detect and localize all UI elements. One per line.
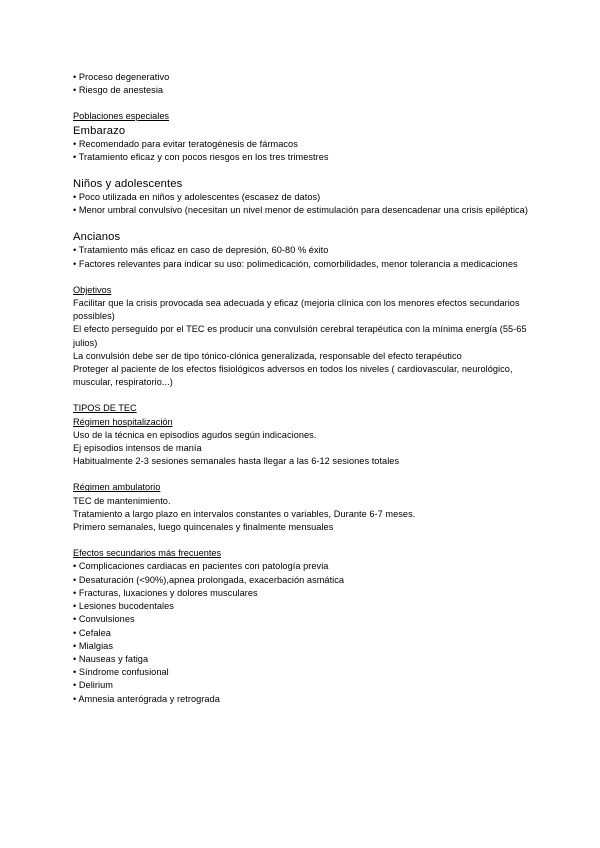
list-item: • Mialgias — [73, 640, 113, 651]
list-item: • Desaturación (<90%),apnea prolongada, exacerbación asmática — [73, 574, 345, 585]
section-heading-objetivos: Objetivos — [73, 284, 112, 295]
section-heading-poblaciones: Poblaciones especiales — [73, 111, 170, 122]
efectos-list — [73, 560, 543, 705]
paragraph-line: El efecto perseguido por el TEC es producir una convulsión cerebral terapéutica con la mínima energía (55-65 julios) — [73, 324, 527, 348]
subheading-ancianos: Ancianos — [73, 231, 121, 244]
subheading-hospitalizacion: Régimen hospitalización — [73, 416, 173, 427]
list-item: • Lesiones bucodentales — [73, 601, 174, 612]
paragraph-line: Ej episodios intensos de manía — [73, 443, 202, 454]
list-item: • Riesgo de anestesia — [73, 85, 164, 96]
paragraph-line: Facilitar que la crisis provocada sea adecuada y eficaz (mejoria clínica con los menores efectos secundarios possibles) — [73, 298, 520, 322]
section-heading-tipos: TIPOS DE TEC — [73, 403, 137, 414]
list-item: • Recomendado para evitar teratogénesis de fármacos — [73, 138, 298, 149]
subheading-ninos: Niños y adolescentes — [73, 178, 183, 191]
list-item: • Tratamiento más eficaz en caso de depresión, 60-80 % éxito — [73, 245, 329, 256]
list-item: • Síndrome confusional — [73, 667, 169, 678]
list-item: • Nauseas y fatiga — [73, 653, 149, 664]
list-item: • Proceso degenerativo — [73, 72, 170, 82]
paragraph-line: Tratamiento a largo plazo en intervalos constantes o variables, Durante 6-7 meses. — [73, 508, 416, 519]
list-item: • Complicaciones cardiacas en pacientes con patología previa — [73, 561, 329, 572]
paragraph-line: TEC de mantenimiento. — [73, 495, 171, 506]
list-item: • Factores relevantes para indicar su uso: polimedicación, comorbilidades, menor tolerancia a medicaciones — [73, 258, 518, 269]
intro-list — [73, 71, 543, 97]
list-item: • Cefalea — [73, 627, 111, 638]
list-item: • Delirium — [73, 680, 113, 691]
section-heading-efectos: Efectos secundarios más frecuentes — [73, 548, 222, 559]
subheading-embarazo: Embarazo — [73, 124, 126, 137]
paragraph-line: Uso de la técnica en episodios agudos según indicaciones. — [73, 429, 317, 440]
paragraph-line: Proteger al paciente de los efectos fisiológicos adversos en todos los niveles ( cardiovascular, neurológico, muscular, respiratorio...) — [73, 364, 513, 388]
list-item: • Menor umbral convulsivo (necesitan un nivel menor de estimulación para desencadenar una crisis epiléptica) — [73, 205, 528, 216]
subheading-ambulatorio: Régimen ambulatorio — [73, 482, 161, 493]
list-item: • Amnesia anterógrada y retrograda — [73, 693, 220, 704]
paragraph-line: La convulsión debe ser de tipo tónico-clónica generalizada, responsable del efecto terapéutico — [73, 350, 462, 361]
paragraph-line: Habitualmente 2-3 sesiones semanales hasta llegar a las 6-12 sesiones totales — [73, 456, 400, 467]
list-item: • Convulsiones — [73, 614, 135, 625]
paragraph-line: Primero semanales, luego quincenales y finalmente mensuales — [73, 522, 334, 533]
list-item: • Tratamiento eficaz y con pocos riesgos en los tres trimestres — [73, 151, 329, 162]
document-page — [73, 71, 543, 706]
list-item: • Poco utilizada en niños y adolescentes (escasez de datos) — [73, 192, 321, 203]
list-item: • Fracturas, luxaciones y dolores musculares — [73, 587, 258, 598]
